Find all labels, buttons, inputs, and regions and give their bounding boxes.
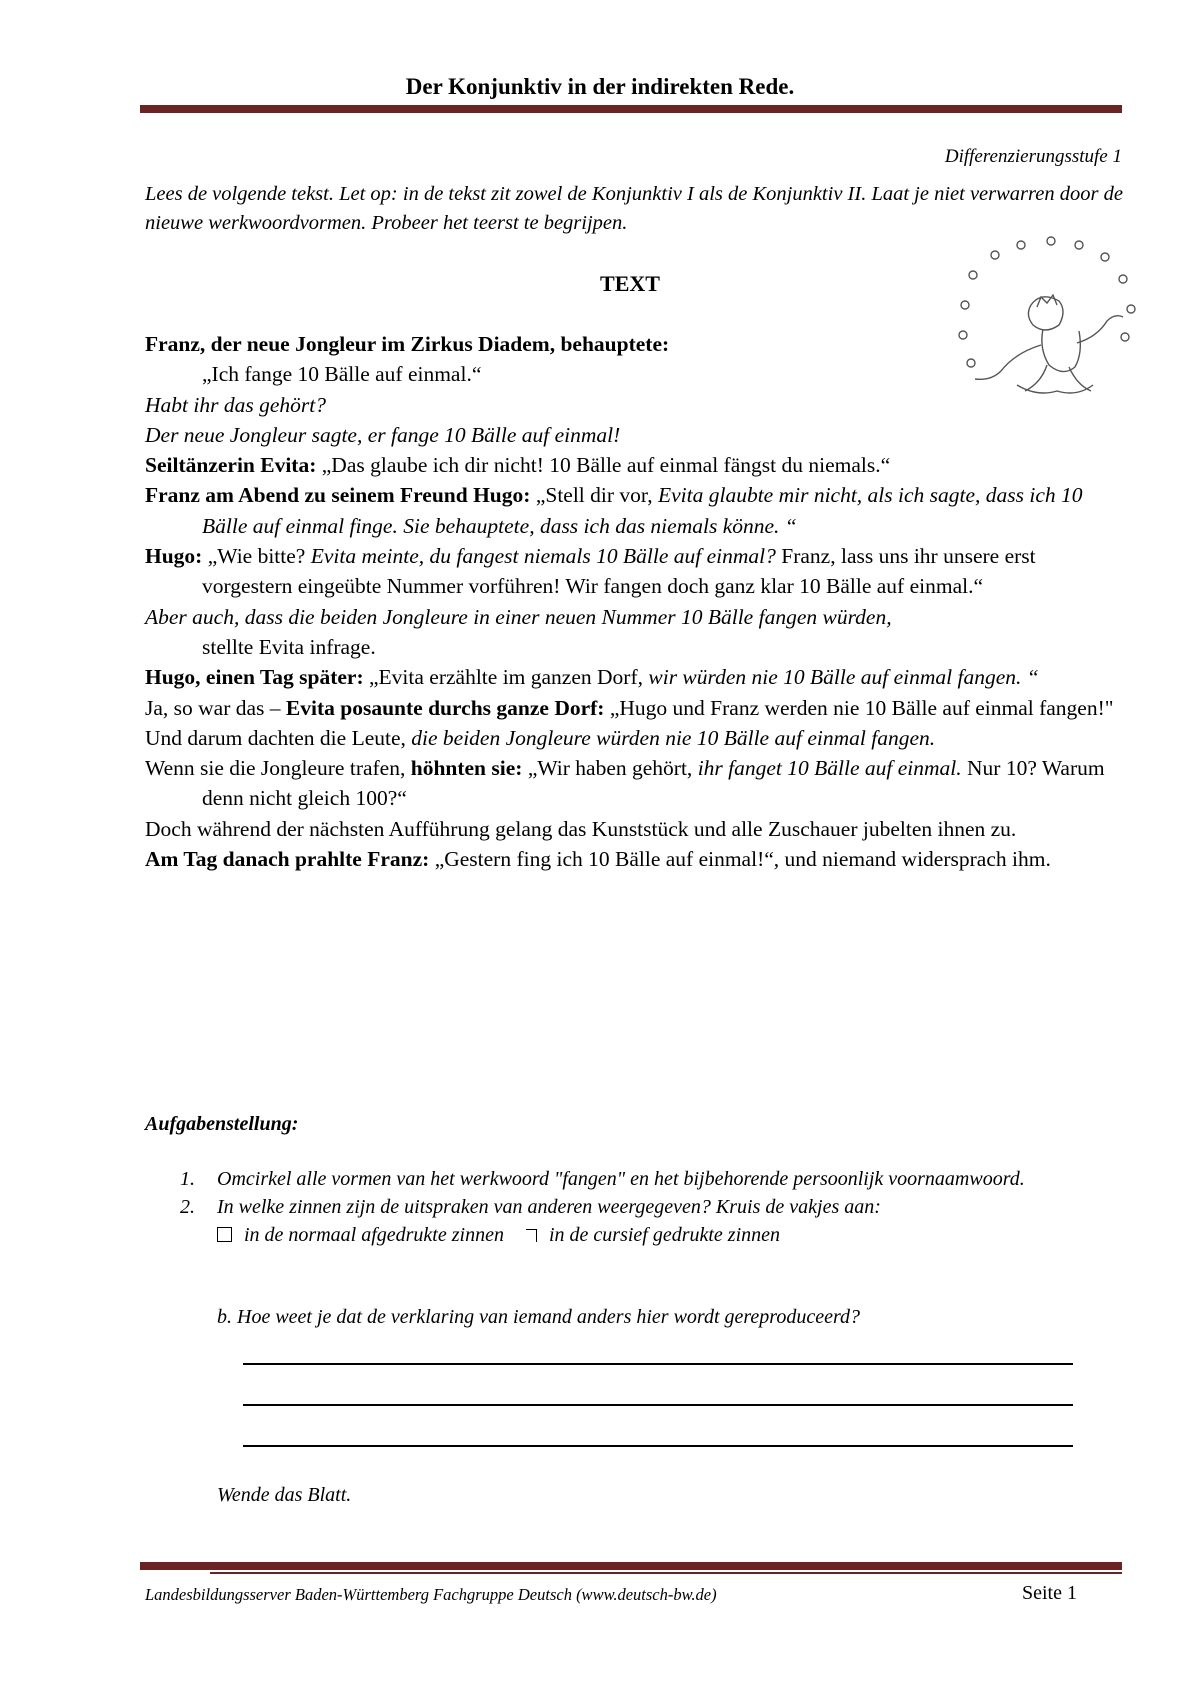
story-line — [145, 844, 1130, 874]
story-line — [145, 632, 1130, 662]
story-line — [145, 693, 1130, 723]
italic-text: die beiden Jongleure würden nie 10 Bälle auf einmal fangen. — [411, 725, 936, 750]
footer-divider — [140, 1562, 1122, 1570]
italic-text: Aber auch, dass die beiden Jongleure in einer neuen Nummer 10 Bälle fangen würden, — [145, 604, 892, 629]
task-text: In welke zinnen zijn de uitspraken van anderen weergegeven? Kruis de vakjes aan: — [217, 1196, 881, 1218]
quote-text: „Evita erzählte im ganzen Dorf, — [363, 665, 649, 690]
task-text: Omcirkel alle vormen van het werkwoord "fangen" en het bijbehorende persoonlijk voornaamwoord. — [217, 1168, 1025, 1190]
story-line — [145, 541, 1130, 602]
question-b: b. Hoe weet je dat de verklaring van iemand anders hier wordt gereproduceerd? — [217, 1306, 861, 1328]
quote-text: „Hugo und Franz werden nie 10 Bälle auf einmal fangen!" — [604, 695, 1114, 720]
page-title: Der Konjunktiv in der indirekten Rede. — [405, 74, 795, 99]
italic-text: Der neue Jongleur sagte, er fange 10 Bälle auf einmal! — [145, 422, 621, 447]
text-heading: TEXT — [600, 271, 660, 296]
italic-text: Evita meinte, du fangest niemals 10 Bälle auf einmal? — [310, 544, 776, 569]
checkbox-italic-print[interactable] — [526, 1229, 537, 1242]
page-number: Seite 1 — [1022, 1582, 1077, 1604]
story-line — [145, 814, 1130, 844]
story-line — [145, 480, 1130, 541]
footer-divider-thin — [210, 1572, 1122, 1574]
difficulty-level: Differenzierungsstufe 1 — [944, 146, 1122, 167]
speaker-label: Evita posaunte durchs ganze Dorf: — [285, 695, 605, 720]
story-line — [145, 420, 1130, 450]
speaker-label: Seiltänzerin Evita: — [145, 453, 317, 478]
option-italic-label: in de cursief gedrukte zinnen — [548, 1224, 781, 1246]
task-item — [145, 1193, 1125, 1249]
italic-text: Evita glaubte mir nicht, als ich sagte, dass ich 10 Bälle auf einmal finge. Sie behauptete, dass ich das niemals könne. “ — [202, 483, 1083, 538]
plain-text: Doch während der nächsten Aufführung gelang das Kunststück und alle Zuschauer jubelten ihnen zu. — [145, 816, 1017, 841]
speaker-label: Franz am Abend zu seinem Freund Hugo: — [145, 483, 531, 508]
plain-text: Ja, so war das – — [145, 695, 286, 720]
story-line — [145, 753, 1130, 814]
footer-source: Landesbildungsserver Baden-Württemberg Fachgruppe Deutsch (www.deutsch-bw.de) — [145, 1585, 717, 1604]
quote-text: Nur 10? Warum denn nicht gleich 100?“ — [202, 756, 1105, 811]
intro-instructions: Lees de volgende tekst. Let op: in de tekst zit zowel de Konjunktiv I als de Konjunktiv II. Laat je niet verwarren door de nieuwe werkwoordvormen. Probeer het teerst te begrijpen. — [145, 183, 1123, 234]
story-line — [145, 662, 1130, 692]
plain-text: Und darum dachten die Leute, — [145, 725, 412, 750]
option-normal-label: in de normaal afgedrukte zinnen — [244, 1224, 504, 1246]
speaker-label: höhnten sie: — [410, 756, 523, 781]
quote-text: „Gestern fing ich 10 Bälle auf einmal!“, und niemand widersprach ihm. — [429, 847, 1051, 872]
speaker-label: Hugo: — [145, 544, 203, 569]
story-line — [145, 723, 1130, 753]
story-line — [145, 329, 1130, 359]
quote-text: „Ich fange 10 Bälle auf einmal.“ — [202, 362, 482, 387]
speaker-label: Am Tag danach prahlte Franz: — [145, 847, 430, 872]
task-list — [145, 1165, 1125, 1249]
answer-line[interactable] — [243, 1445, 1073, 1447]
task-heading: Aufgabenstellung: — [145, 1113, 299, 1135]
task-number: 2. — [180, 1196, 195, 1218]
quote-text: „Wie bitte? — [202, 544, 311, 569]
quote-text: Franz, lass uns ihr unsere erst vorgestern eingeübte Nummer vorführen! Wir fangen doch ganz klar 10 Bälle auf einmal.“ — [202, 544, 1036, 599]
story-line — [145, 602, 1130, 632]
answer-line[interactable] — [243, 1404, 1073, 1406]
turn-page-note: Wende das Blatt. — [217, 1484, 352, 1506]
italic-text: wir würden nie 10 Bälle auf einmal fangen. “ — [648, 665, 1039, 690]
answer-line[interactable] — [243, 1363, 1073, 1365]
task-item — [145, 1165, 1125, 1193]
task-number: 1. — [180, 1168, 195, 1190]
speaker-label: Franz, der neue Jongleur im Zirkus Diadem, behauptete: — [145, 332, 670, 356]
story-line — [145, 390, 1130, 420]
quote-text: „Das glaube ich dir nicht! 10 Bälle auf einmal fängst du niemals.“ — [316, 453, 891, 478]
quote-text: „Stell dir vor, — [530, 483, 658, 508]
plain-text: Wenn sie die Jongleure trafen, — [145, 756, 411, 781]
answer-options — [217, 1221, 1125, 1249]
header-divider — [140, 105, 1122, 113]
story-line — [145, 359, 1130, 389]
story-text — [145, 329, 1130, 874]
story-line — [145, 450, 1130, 480]
italic-text: Habt ihr das gehört? — [145, 392, 326, 417]
checkbox-normal-print[interactable] — [217, 1227, 232, 1242]
italic-text: ihr fanget 10 Bälle auf einmal. — [697, 756, 962, 781]
speaker-label: Hugo, einen Tag später: — [145, 665, 364, 690]
quote-text: „Wir haben gehört, — [522, 756, 698, 781]
plain-text: stellte Evita infrage. — [202, 634, 376, 659]
